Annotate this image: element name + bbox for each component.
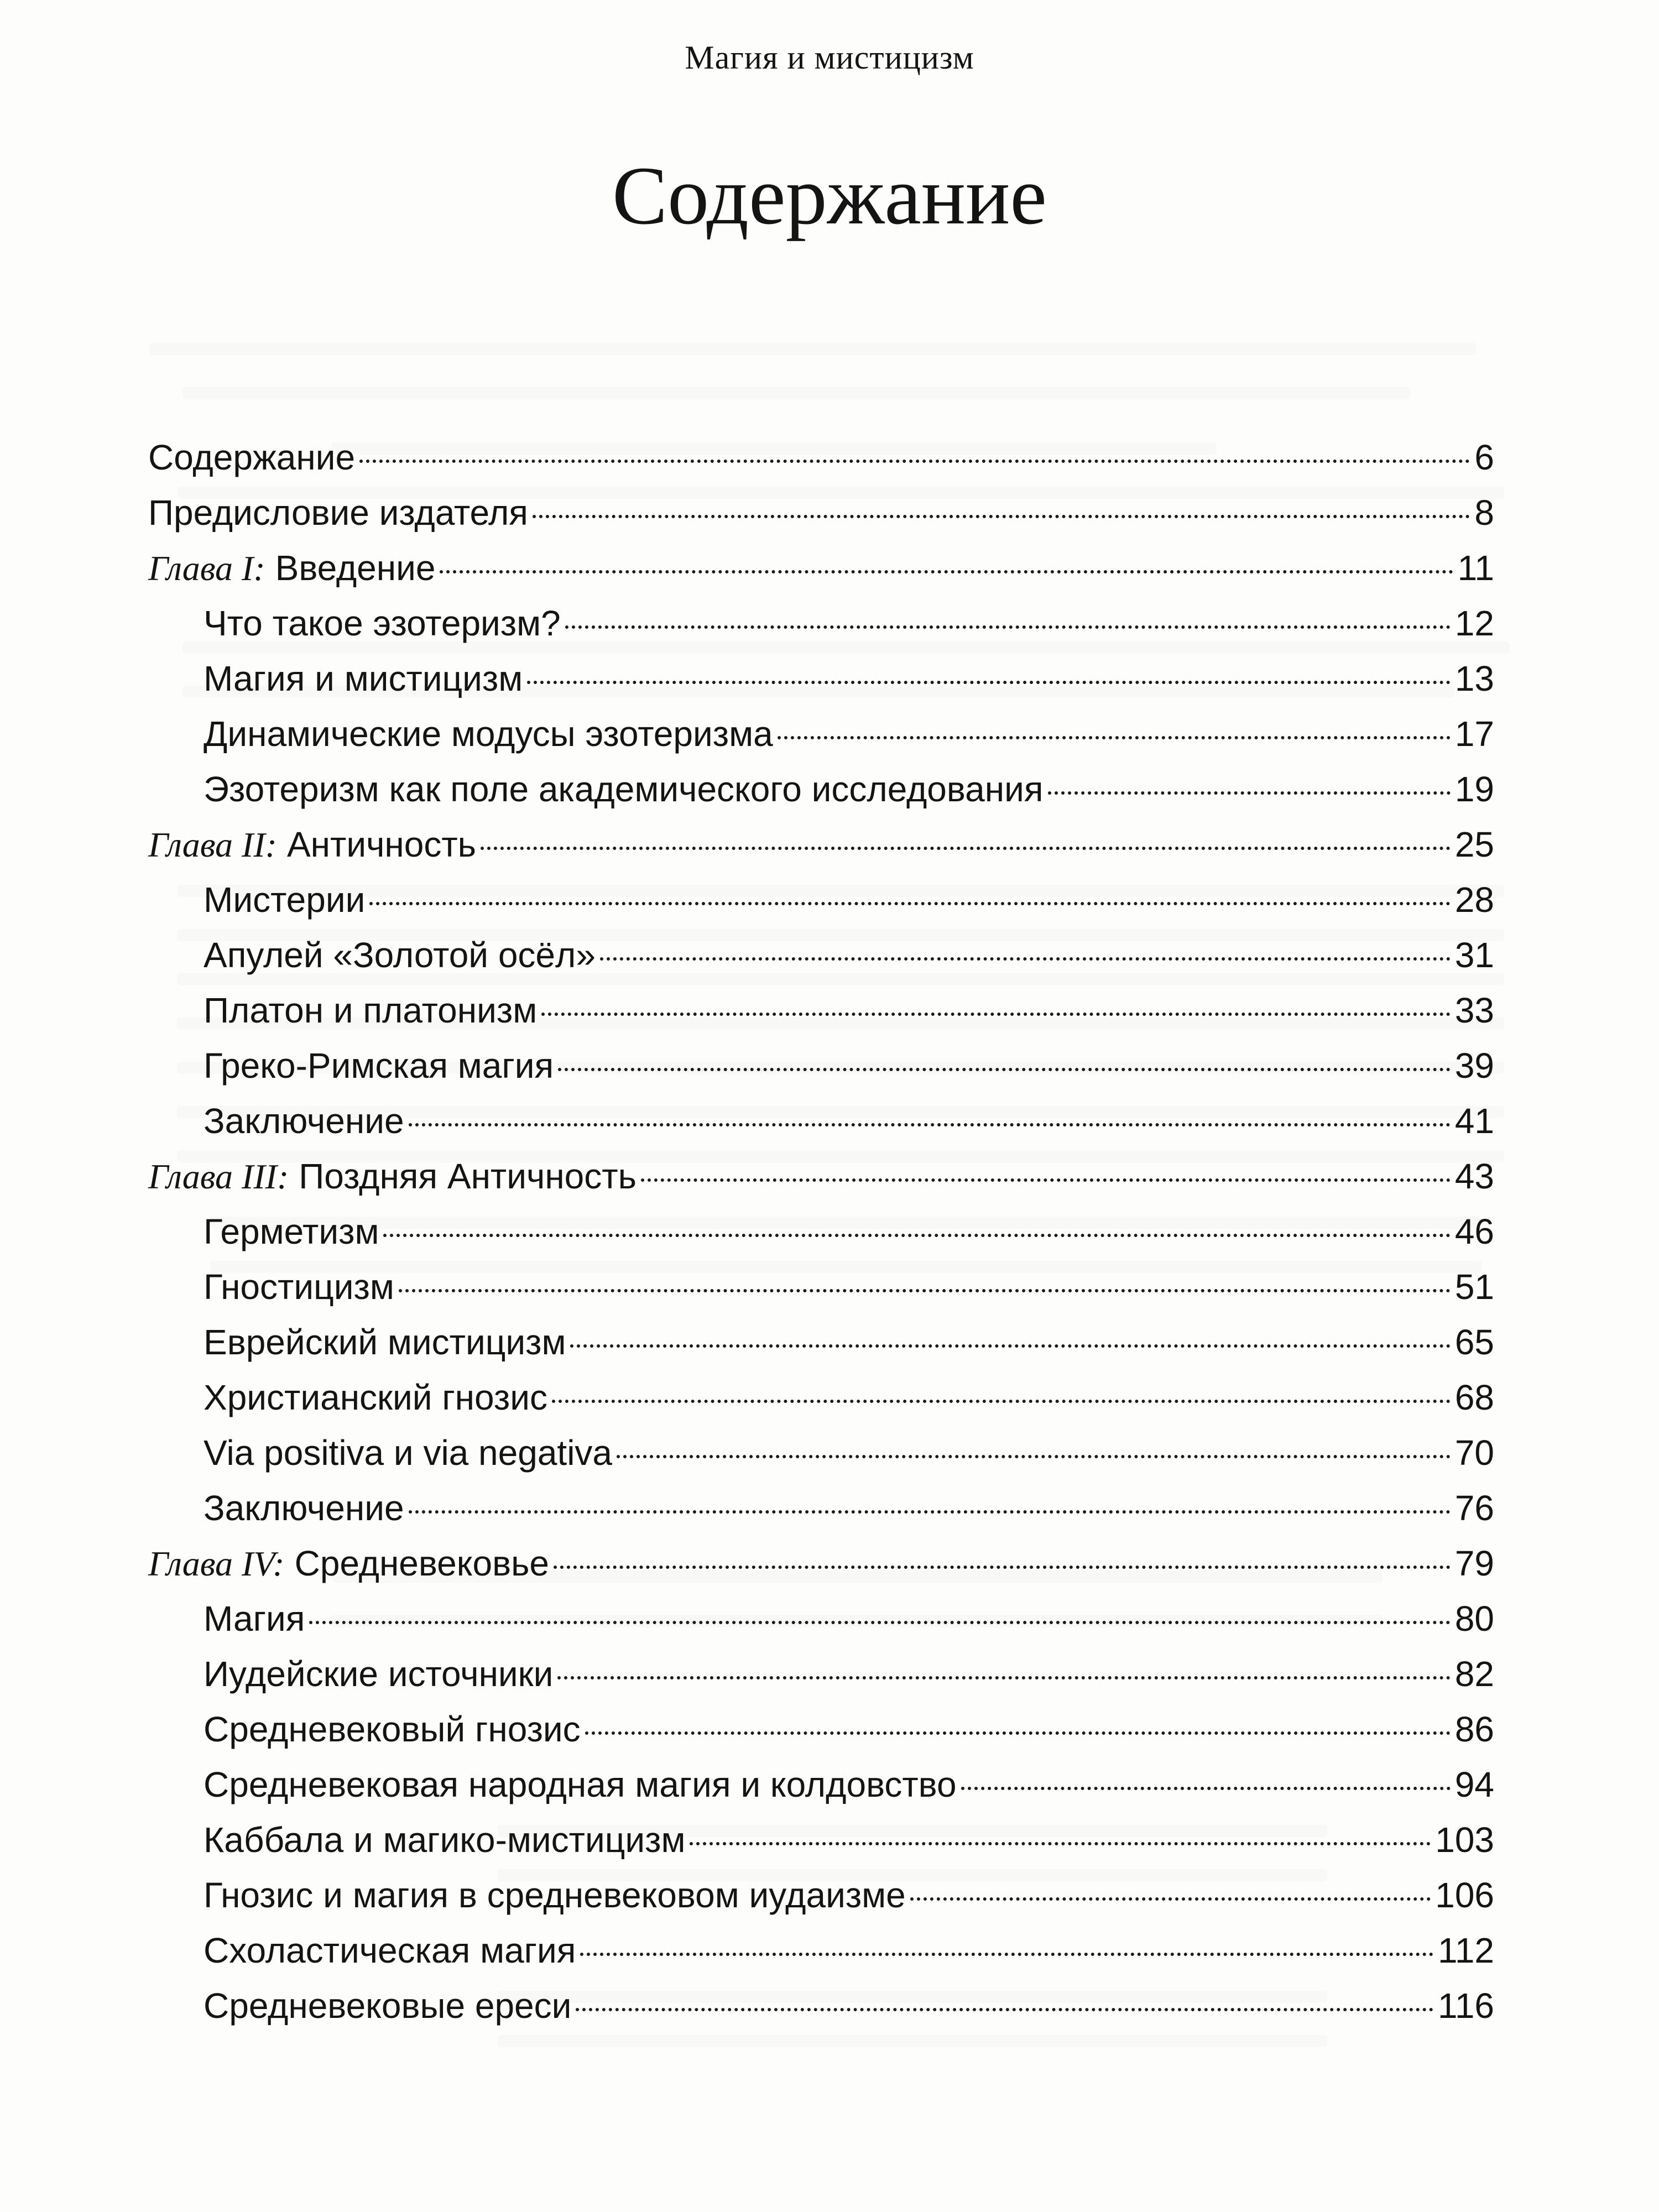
toc-entry[interactable] <box>148 1100 1494 1156</box>
toc-entry-label: Предисловие издателя <box>148 493 528 533</box>
toc-entry[interactable] <box>148 1432 1494 1488</box>
dot-leader <box>1048 791 1451 795</box>
dot-leader <box>570 1344 1450 1348</box>
toc-entry[interactable] <box>148 1488 1494 1543</box>
toc-entry[interactable] <box>148 990 1494 1045</box>
dot-leader <box>383 1234 1450 1237</box>
toc-chapter-entry[interactable] <box>148 1543 1494 1598</box>
dot-leader <box>369 902 1450 905</box>
toc-page-number: 70 <box>1454 1433 1494 1473</box>
toc-entry-label: Via positiva и via negativa <box>204 1433 612 1473</box>
toc-entry-label: Иудейские источники <box>204 1654 554 1694</box>
toc-entry-label: Средневековье <box>294 1543 549 1583</box>
chapter-prefix: Глава III: <box>148 1157 289 1196</box>
dot-leader <box>481 847 1451 850</box>
toc-entry[interactable] <box>148 437 1494 492</box>
toc-page-number: 112 <box>1437 1931 1494 1970</box>
chapter-prefix: Глава II: <box>148 825 277 864</box>
toc-entry-label: Динамические модусы эзотеризма <box>204 714 773 754</box>
toc-entry-label: Магия <box>204 1599 305 1639</box>
dot-leader <box>617 1455 1451 1458</box>
dot-leader <box>778 736 1451 739</box>
toc-page-number: 28 <box>1454 880 1494 920</box>
toc-page-number: 17 <box>1454 714 1494 754</box>
toc-entry[interactable] <box>148 1709 1494 1764</box>
toc-page-number: 31 <box>1454 935 1494 975</box>
toc-page-number: 86 <box>1454 1709 1494 1749</box>
toc-page-number: 12 <box>1454 603 1494 643</box>
dot-leader <box>554 1566 1451 1569</box>
toc-entry-label: Гнозис и магия в средневековом иудаизме <box>204 1875 906 1915</box>
toc-entry-label: Греко-Римская магия <box>204 1046 554 1086</box>
toc-entry-label: Средневековый гнозис <box>204 1709 581 1749</box>
toc-entry[interactable] <box>148 1211 1494 1266</box>
toc-entry[interactable] <box>148 1819 1494 1875</box>
dot-leader <box>565 625 1451 629</box>
toc-entry[interactable] <box>148 935 1494 990</box>
dot-leader <box>309 1621 1450 1624</box>
toc-entry[interactable] <box>148 658 1494 713</box>
dot-leader <box>409 1123 1451 1126</box>
toc-entry[interactable] <box>148 1653 1494 1709</box>
toc-page-number: 94 <box>1454 1765 1494 1804</box>
chapter-prefix: Глава IV: <box>148 1544 285 1583</box>
toc-entry-label: Что такое эзотеризм? <box>204 603 561 643</box>
toc-page-number: 13 <box>1454 659 1494 698</box>
dot-leader <box>580 1953 1433 1956</box>
toc-page-number: 79 <box>1454 1543 1494 1583</box>
dot-leader <box>399 1289 1451 1292</box>
toc-page-number: 19 <box>1454 769 1494 809</box>
dot-leader <box>552 1400 1451 1403</box>
toc-entry-label: Платон и платонизм <box>204 990 538 1030</box>
toc-entry-label: Средневековые ереси <box>204 1986 572 2026</box>
toc-page-number: 43 <box>1454 1156 1494 1196</box>
dot-leader <box>585 1731 1451 1735</box>
dot-leader <box>576 2008 1433 2011</box>
toc-page-number: 51 <box>1454 1267 1494 1307</box>
dot-leader <box>527 681 1451 684</box>
toc-entry[interactable] <box>148 1377 1494 1432</box>
toc-entry-label: Каббала и магико-мистицизм <box>204 1820 686 1860</box>
toc-entry-label: Христианский гнозис <box>204 1378 547 1417</box>
toc-page-number: 80 <box>1454 1599 1494 1639</box>
toc-page-number: 106 <box>1435 1875 1494 1915</box>
dot-leader <box>440 570 1453 573</box>
toc-entry-label: Апулей «Золотой осёл» <box>204 935 596 975</box>
dot-leader <box>533 515 1470 518</box>
dot-leader <box>558 1068 1451 1071</box>
toc-entry-label: Еврейский мистицизм <box>204 1322 566 1362</box>
dot-leader <box>961 1787 1451 1790</box>
toc-entry-label: Содержание <box>148 437 356 477</box>
toc-entry-label: Античность <box>286 825 476 864</box>
toc-entry-label: Средневековая народная магия и колдовство <box>204 1765 957 1804</box>
dot-leader <box>557 1676 1450 1679</box>
toc-entry-label: Мистерии <box>204 880 366 920</box>
toc-page-number: 33 <box>1454 990 1494 1030</box>
toc-entry[interactable] <box>148 1322 1494 1377</box>
toc-entry-label: Заключение <box>204 1101 404 1141</box>
toc-entry[interactable] <box>148 1598 1494 1653</box>
toc-page-number: 103 <box>1435 1820 1494 1860</box>
toc-chapter-entry[interactable] <box>148 824 1494 879</box>
toc-page-number: 25 <box>1454 825 1494 864</box>
toc-entry[interactable] <box>148 603 1494 658</box>
toc-entry-label: Поздняя Античность <box>299 1156 637 1196</box>
toc-page-number: 68 <box>1454 1378 1494 1417</box>
toc-entry[interactable] <box>148 713 1494 769</box>
toc-page-number: 76 <box>1454 1488 1494 1528</box>
table-of-contents <box>148 437 1494 2041</box>
dot-leader <box>600 957 1451 961</box>
dot-leader <box>910 1897 1431 1901</box>
toc-page-number: 46 <box>1454 1212 1494 1251</box>
toc-chapter-entry[interactable] <box>148 1156 1494 1211</box>
toc-chapter-entry[interactable] <box>148 547 1494 603</box>
dot-leader <box>641 1178 1451 1182</box>
toc-entry-label: Гностицизм <box>204 1267 394 1307</box>
toc-page-number: 116 <box>1437 1986 1494 2026</box>
chapter-prefix: Глава I: <box>148 549 265 588</box>
toc-entry[interactable] <box>148 1985 1494 2041</box>
toc-entry[interactable] <box>148 1930 1494 1985</box>
toc-entry-label: Магия и мистицизм <box>204 659 523 698</box>
toc-entry-label: Схоластическая магия <box>204 1931 576 1970</box>
toc-entry-label: Заключение <box>204 1488 404 1528</box>
toc-entry[interactable] <box>148 769 1494 824</box>
toc-page-number: 8 <box>1474 493 1494 533</box>
toc-entry[interactable] <box>148 1045 1494 1100</box>
toc-entry[interactable] <box>148 1875 1494 1930</box>
toc-page-number: 39 <box>1454 1046 1494 1086</box>
toc-entry[interactable] <box>148 879 1494 935</box>
dot-leader <box>690 1842 1431 1845</box>
page-title: Содержание <box>612 150 1047 242</box>
dot-leader <box>359 460 1470 463</box>
toc-page-number: 11 <box>1457 548 1494 588</box>
toc-page-number: 41 <box>1454 1101 1494 1141</box>
running-head: Магия и мистицизм <box>685 39 974 76</box>
toc-entry-label: Эзотеризм как поле академического исследования <box>204 769 1044 809</box>
toc-page-number: 6 <box>1474 437 1494 477</box>
dot-leader <box>541 1013 1451 1016</box>
toc-entry[interactable] <box>148 1764 1494 1819</box>
toc-entry[interactable] <box>148 1266 1494 1322</box>
dot-leader <box>409 1510 1451 1514</box>
toc-page-number: 65 <box>1454 1322 1494 1362</box>
toc-entry[interactable] <box>148 492 1494 547</box>
toc-entry-label: Герметизм <box>204 1212 379 1251</box>
toc-entry-label: Введение <box>275 548 436 588</box>
toc-page-number: 82 <box>1454 1654 1494 1694</box>
